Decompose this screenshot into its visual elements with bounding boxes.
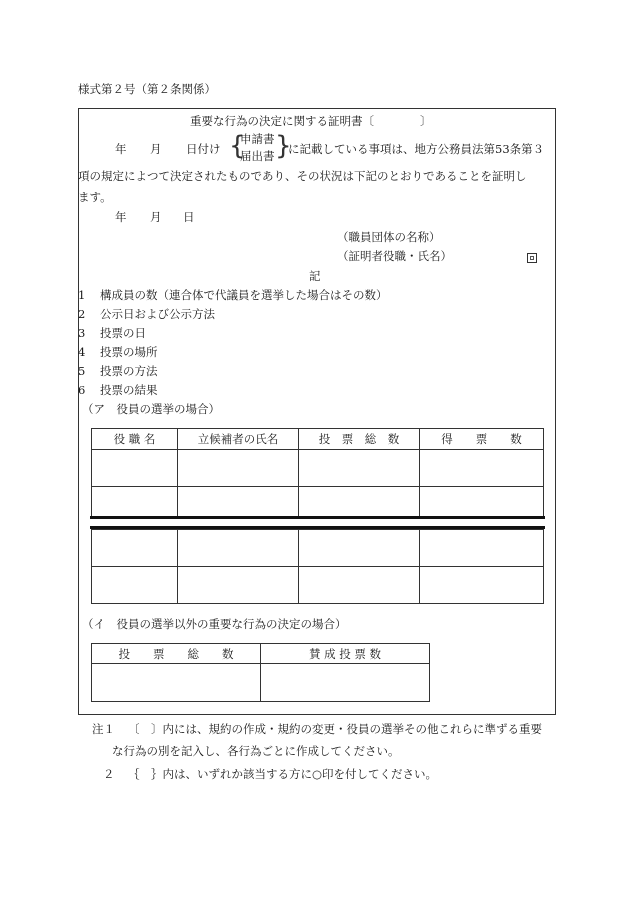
item-text: 投票の方法: [100, 364, 158, 378]
table-cell[interactable]: [92, 530, 178, 567]
table-row: [92, 450, 544, 487]
table-cell[interactable]: [420, 530, 544, 567]
table-cell[interactable]: [299, 567, 420, 604]
header-votes-received: 得 票 数: [420, 429, 544, 450]
section-a-heading: （ア 役員の選挙の場合）: [82, 402, 220, 416]
item-text: 公示日および公示方法: [100, 307, 215, 321]
table-row: [92, 530, 544, 567]
table-header-row: [92, 644, 430, 664]
org-name-label: （職員団体の名称）: [337, 230, 441, 244]
note-1-text: 〔 〕内には、規約の作成・規約の変更・役員の選挙その他これらに準ずる重要: [128, 722, 542, 736]
table-cell[interactable]: [299, 487, 420, 517]
table-cell[interactable]: [261, 664, 430, 702]
table-cell[interactable]: [92, 567, 178, 604]
item-text: 投票の日: [100, 326, 146, 340]
document-title: 重要な行為の決定に関する証明書〔 〕: [190, 114, 432, 128]
note-2-label: ２: [103, 767, 115, 781]
election-table-top: [91, 428, 544, 517]
option-application: 申請書: [240, 132, 275, 146]
left-brace-icon: {: [229, 131, 246, 161]
item-text: 投票の場所: [100, 345, 158, 359]
note-2-text: ｛ ｝内は、いずれか該当する方に○印を付してください。: [128, 767, 438, 781]
line1-day: 日付け: [186, 142, 221, 156]
item-number: 3: [78, 326, 86, 340]
table-cell[interactable]: [178, 450, 299, 487]
line1-month: 月: [150, 142, 162, 156]
header-position: 役 職 名: [92, 429, 178, 450]
date-day: 日: [183, 210, 195, 224]
option-notification: 届出書: [240, 149, 275, 163]
table-row: [92, 567, 544, 604]
table-cell[interactable]: [92, 664, 261, 702]
line1-rest: に記載している事項は、地方公務員法第53条第３: [288, 142, 545, 156]
table-row: [92, 487, 544, 517]
item-number: 1: [78, 288, 86, 302]
item-text: 構成員の数（連合体で代議員を選挙した場合はその数）: [100, 288, 388, 302]
table-cell[interactable]: [178, 530, 299, 567]
certifier-label: （証明者役職・氏名）: [337, 249, 452, 263]
cut-line: [90, 516, 545, 519]
item-number: 2: [78, 307, 86, 321]
ki-heading: 記: [309, 269, 321, 283]
decision-table: [91, 643, 430, 702]
header-total-votes: 投 票 総 数: [92, 644, 261, 664]
table-cell[interactable]: [420, 567, 544, 604]
table-header-row: [92, 429, 544, 450]
form-label: 様式第２号（第２条関係）: [78, 82, 216, 96]
seal-icon: [527, 253, 537, 263]
note-1-label: 注１: [92, 722, 115, 736]
line1-year: 年: [115, 142, 127, 156]
table-cell[interactable]: [178, 567, 299, 604]
table-cell[interactable]: [92, 450, 178, 487]
header-candidate-name: 立候補者の氏名: [178, 429, 299, 450]
date-month: 月: [150, 210, 162, 224]
table-row: [92, 664, 430, 702]
date-year: 年: [115, 210, 127, 224]
note-1-text-cont: な行為の別を記入し、各行為ごとに作成してください。: [112, 744, 400, 758]
body-line2: 項の規定によつて決定されたものであり、その状況は下記のとおりであることを証明し: [78, 169, 527, 183]
table-cell[interactable]: [299, 450, 420, 487]
item-number: 5: [78, 364, 86, 378]
table-cell[interactable]: [299, 530, 420, 567]
table-cell[interactable]: [420, 450, 544, 487]
table-cell[interactable]: [92, 487, 178, 517]
header-approval-votes: 賛 成 投 票 数: [261, 644, 430, 664]
election-table-bottom: [91, 529, 544, 604]
table-cell[interactable]: [178, 487, 299, 517]
body-line3: ます。: [78, 190, 112, 204]
right-brace-icon: }: [275, 131, 292, 161]
item-number: 4: [78, 345, 86, 359]
table-cell[interactable]: [420, 487, 544, 517]
section-b-heading: （イ 役員の選挙以外の重要な行為の決定の場合）: [82, 617, 347, 631]
header-total-votes: 投 票 総 数: [299, 429, 420, 450]
item-text: 投票の結果: [100, 383, 158, 397]
item-number: 6: [78, 383, 86, 397]
